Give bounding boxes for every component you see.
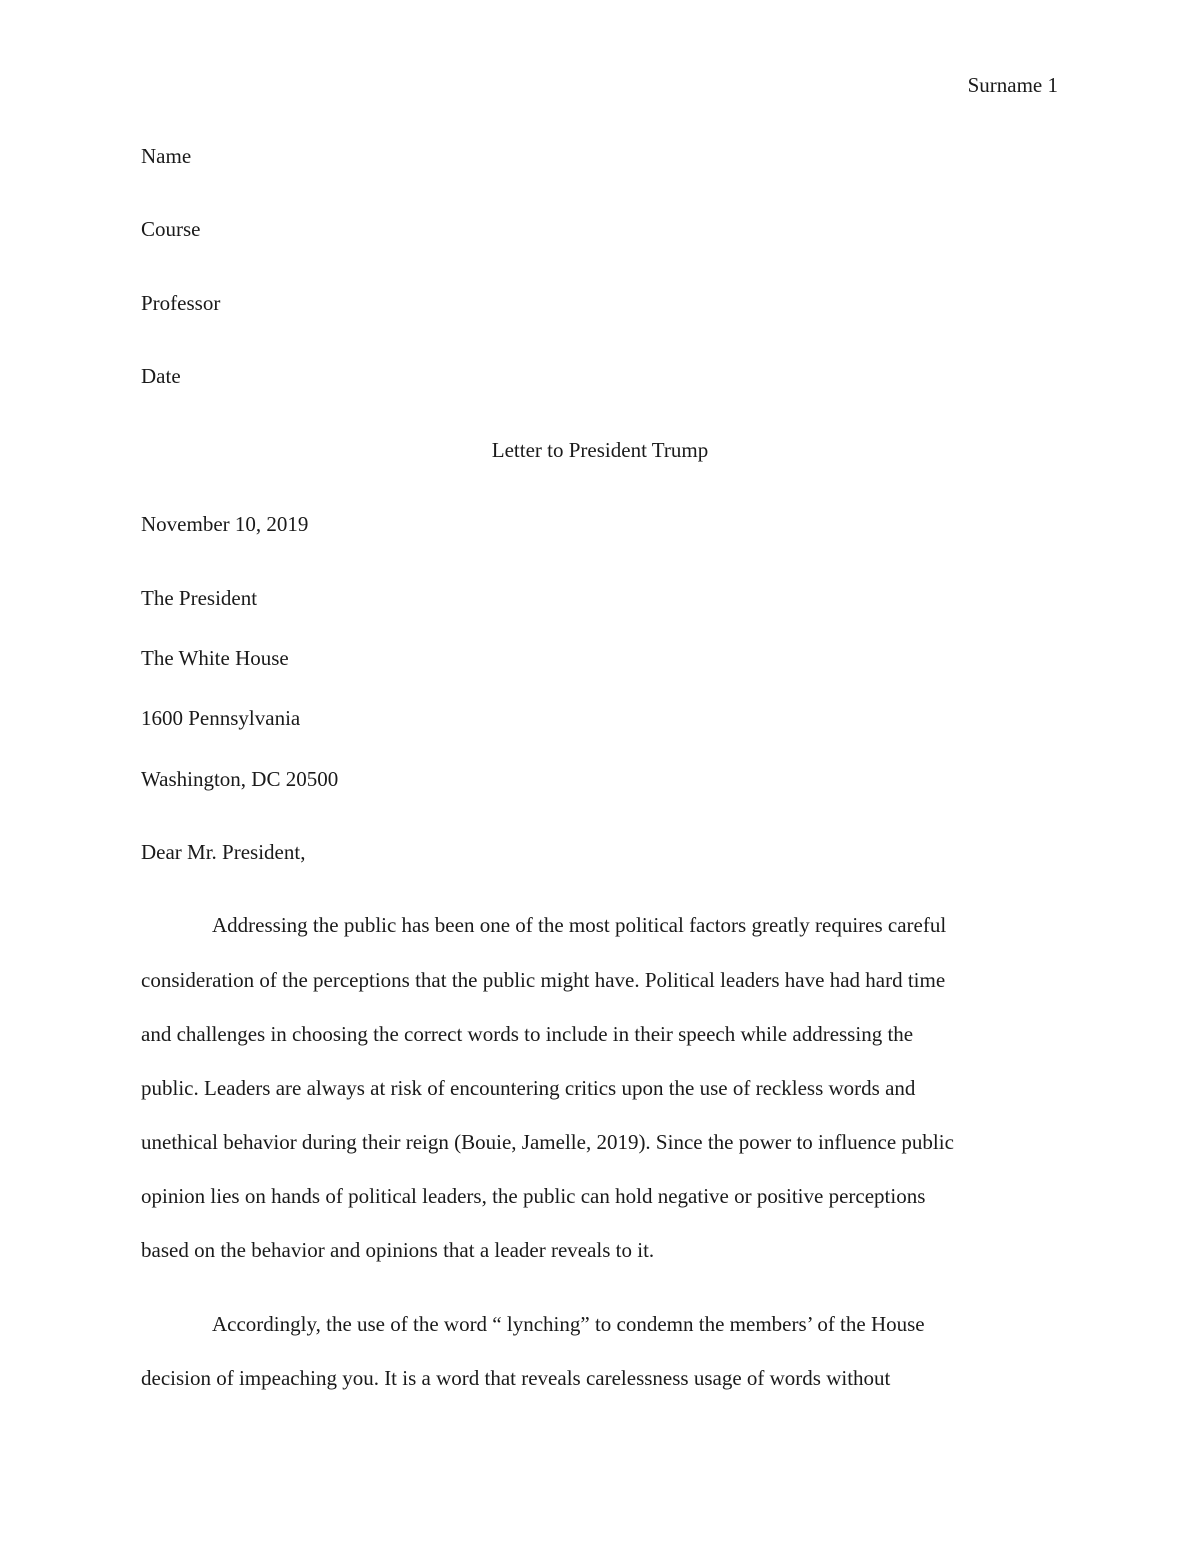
recipient-line: The President (141, 586, 258, 610)
running-head: Surname 1 (967, 73, 1058, 97)
document-title: Letter to President Trump (491, 438, 709, 462)
paragraph-line: Addressing the public has been one of the most political factors greatly requires careful (212, 913, 947, 937)
salutation: Dear Mr. President, (141, 840, 306, 864)
paragraph-line: consideration of the perceptions that the public might have. Political leaders have had hard time (141, 968, 946, 992)
course-name: Course (141, 217, 201, 241)
recipient-line: Washington, DC 20500 (141, 767, 339, 791)
letter-date: November 10, 2019 (141, 512, 309, 536)
professor-name: Professor (141, 291, 221, 315)
paragraph-line: based on the behavior and opinions that a leader reveals to it. (141, 1238, 655, 1262)
paragraph-line: opinion lies on hands of political leaders, the public can hold negative or positive perceptions (141, 1184, 926, 1208)
paragraph-line: unethical behavior during their reign (Bouie, Jamelle, 2019). Since the power to influence public (141, 1130, 954, 1154)
paragraph-line: and challenges in choosing the correct words to include in their speech while addressing the (141, 1022, 914, 1046)
paragraph-line: decision of impeaching you. It is a word that reveals carelessness usage of words without (141, 1366, 891, 1390)
paragraph-line: public. Leaders are always at risk of encountering critics upon the use of reckless words and (141, 1076, 916, 1100)
heading-date: Date (141, 364, 181, 388)
paragraph-line: Accordingly, the use of the word “ lynching” to condemn the members’ of the House (212, 1312, 925, 1336)
recipient-line: 1600 Pennsylvania (141, 706, 301, 730)
student-name: Name (141, 144, 192, 168)
recipient-line: The White House (141, 646, 289, 670)
